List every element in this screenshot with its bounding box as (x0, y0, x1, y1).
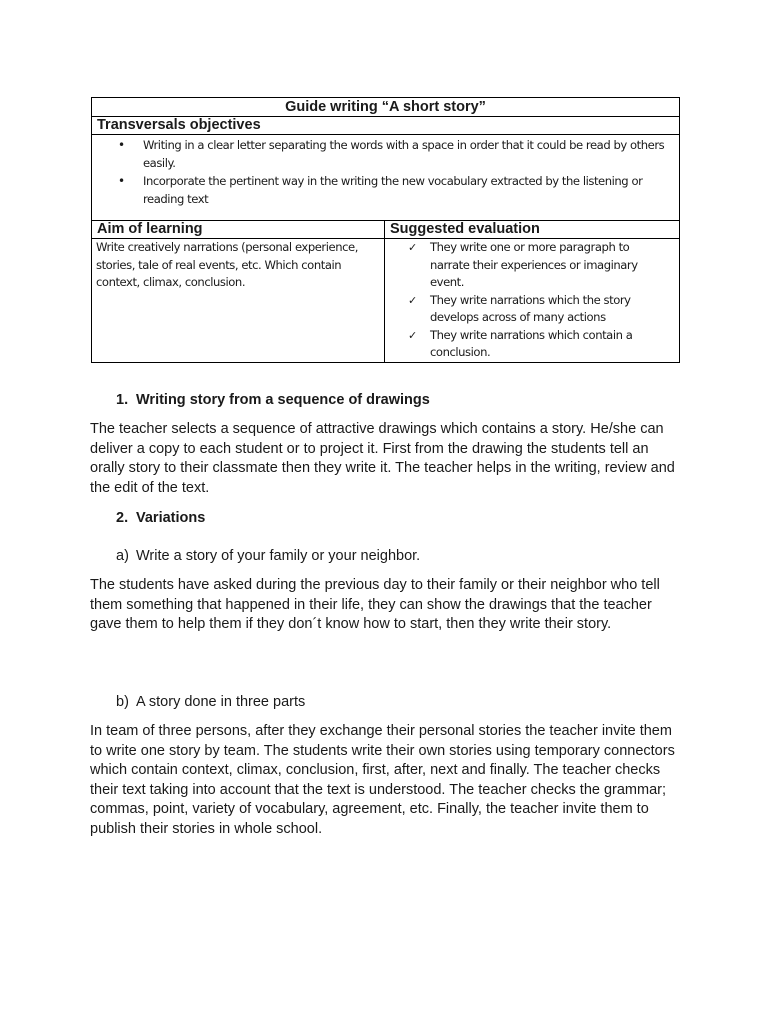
subsection-heading-b (116, 693, 305, 711)
subsection-heading-a (116, 547, 420, 565)
checkmark-icon: ✓ (408, 241, 417, 254)
section-title: Writing story from a sequence of drawings (136, 392, 430, 408)
bullet-icon: • (118, 138, 125, 152)
guide-table (91, 97, 680, 363)
evaluation-heading: Suggested evaluation (385, 221, 680, 239)
objective-text: Writing in a clear letter separating the words with a space in order that it could be read by others easily. (143, 138, 665, 170)
objectives-heading: Transversals objectives (92, 117, 680, 135)
checkmark-icon: ✓ (408, 328, 417, 342)
aim-heading: Aim of learning (92, 221, 385, 239)
objective-item (92, 173, 679, 208)
evaluation-list (385, 239, 679, 362)
evaluation-cell (385, 239, 680, 363)
table-title: Guide writing “A short story” (92, 98, 680, 117)
aim-cell (92, 239, 385, 363)
objectives-list (92, 135, 679, 208)
subsection-letter: a) (116, 548, 129, 564)
evaluation-item (385, 292, 679, 327)
objective-text: Incorporate the pertinent way in the writing the new vocabulary extracted by the listening or reading text (143, 174, 643, 206)
objectives-cell (92, 135, 680, 221)
evaluation-text: They write narrations which the story develops across of many actions (430, 292, 631, 324)
subsection-letter: b) (116, 694, 129, 710)
section1-paragraph: The teacher selects a sequence of attractive drawings which contains a story. He/she can deliver a copy to each student or to project it. First from the drawing the students tell an orally story to their classmate then they write it. The teacher helps in the writing, review and the edit of the text. (90, 421, 675, 496)
evaluation-item (385, 239, 679, 292)
section-heading-2 (116, 509, 205, 527)
evaluation-text: They write one or more paragraph to narrate their experiences or imaginary event. (430, 240, 638, 289)
section-number: 2. (116, 510, 129, 526)
bullet-icon: • (118, 174, 125, 188)
subsection-a-paragraph: The students have asked during the previous day to their family or their neighbor who tell them something that happened in their life, they can show the drawings that the teacher gave them to help them if they don´t know how to start, then they write their story. (90, 577, 660, 633)
subsection-title: A story done in three parts (136, 694, 306, 710)
objective-item (92, 137, 679, 172)
subsection-b-paragraph: In team of three persons, after they exchange their personal stories the teacher invite them to write one story by team. The students write their own stories using temporary connectors which contain context, climax, conclusion, first, after, next and finally. The teacher checks their text taking into account that the text is understood. The teacher checks the grammar; commas, point, variety of vocabulary, agreement, etc. Finally, the teacher invite them to publish their stories in whole school. (90, 723, 675, 837)
section-title: Variations (136, 510, 206, 526)
evaluation-item (385, 327, 679, 362)
subsection-title: Write a story of your family or your neighbor. (136, 548, 421, 564)
checkmark-icon: ✓ (408, 293, 417, 307)
section-heading-1 (116, 391, 430, 409)
evaluation-text: They write narrations which contain a conclusion. (430, 327, 633, 359)
aim-text: Write creatively narrations (personal experience, stories, tale of real events, etc. Which contain context, climax, conclusion. (96, 240, 358, 289)
section-number: 1. (116, 392, 129, 408)
